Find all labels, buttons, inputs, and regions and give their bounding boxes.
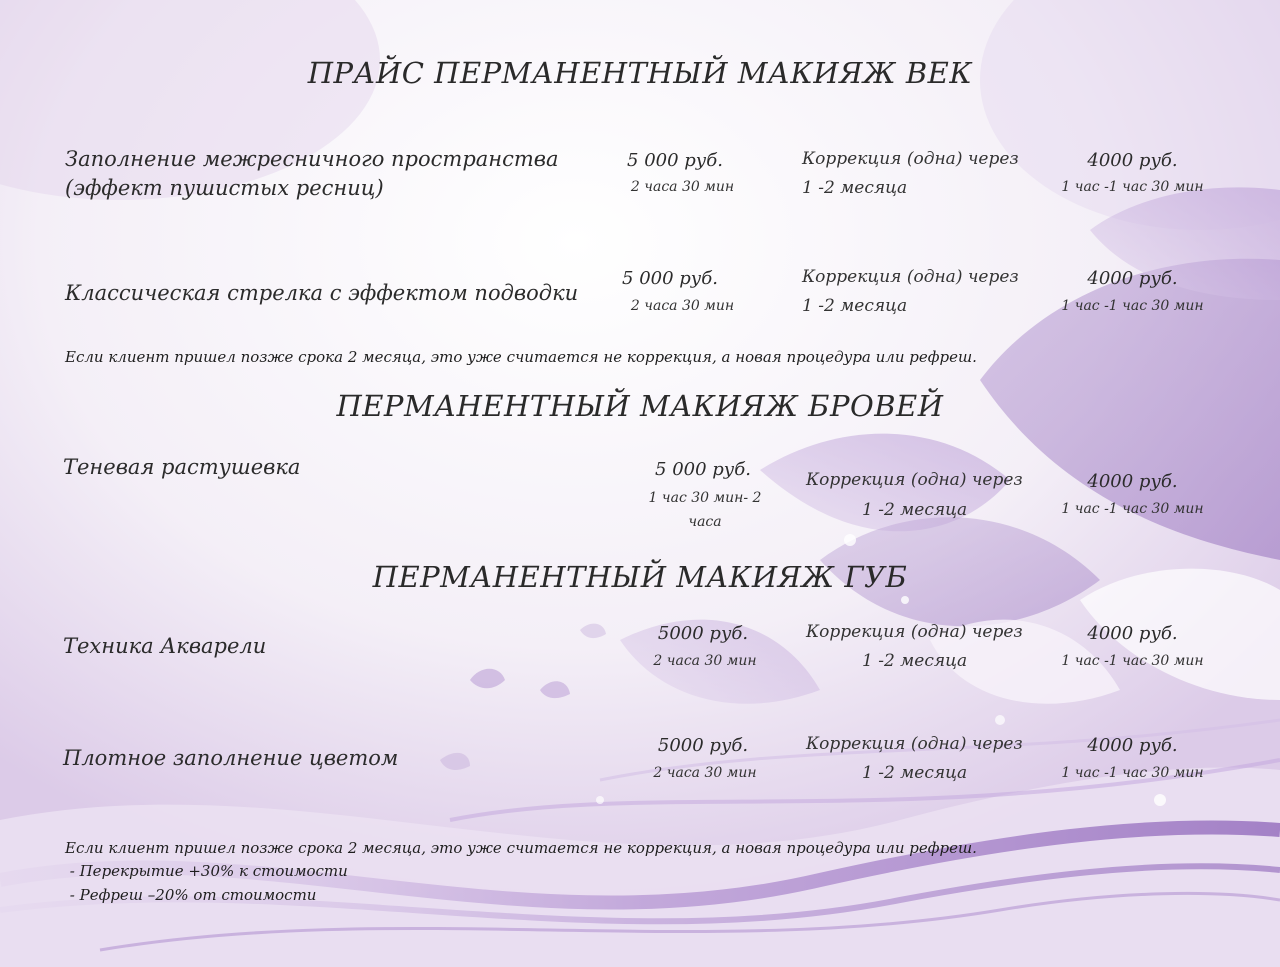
correction-duration: 1 час -1 час 30 мин [1061,765,1204,781]
brows-section-title: ПЕРМАНЕНТНЫЙ МАКИЯЖ БРОВЕЙ [336,389,944,423]
service-name-line2: (эффект пушистых ресниц) [65,176,384,200]
correction-period: 1 -2 месяца [862,763,968,783]
service-price: 5000 руб. [657,623,749,644]
service-duration-line2: часа [688,514,722,530]
correction-label: Коррекция (одна) через [806,470,1023,490]
correction-price: 4000 руб. [1087,471,1178,492]
correction-period: 1 -2 месяца [802,178,908,198]
correction-duration: 1 час -1 час 30 мин [1061,653,1204,669]
service-price: 5 000 руб. [622,268,718,289]
correction-price: 4000 руб. [1087,150,1178,171]
eyelids-section-title: ПРАЙС ПЕРМАНЕНТНЫЙ МАКИЯЖ ВЕК [307,56,973,90]
service-duration: 1 час 30 мин- 2 [648,490,762,506]
correction-label: Коррекция (одна) через [802,149,1019,169]
service-name: Классическая стрелка с эффектом подводки [65,281,579,305]
service-duration: 2 часа 30 мин [653,765,757,781]
correction-price: 4000 руб. [1087,623,1178,644]
service-name: Техника Акварели [63,634,267,658]
service-name: Заполнение межресничного пространства [65,147,559,171]
service-name: Плотное заполнение цветом [63,746,399,770]
correction-duration: 1 час -1 час 30 мин [1061,501,1204,517]
correction-label: Коррекция (одна) через [806,622,1023,642]
service-name: Теневая растушевка [63,455,301,479]
refresh-discount-note: - Рефреш –20% от стоимости [65,886,317,904]
late-client-note: Если клиент пришел позже срока 2 месяца, это уже считается не коррекция, а новая процедура или рефреш. [65,348,977,366]
correction-label: Коррекция (одна) через [802,267,1019,287]
service-duration: 2 часа 30 мин [653,653,757,669]
correction-duration: 1 час -1 час 30 мин [1061,298,1204,314]
lips-section-title: ПЕРМАНЕНТНЫЙ МАКИЯЖ ГУБ [372,560,908,594]
correction-price: 4000 руб. [1087,268,1178,289]
late-client-note-lips: Если клиент пришел позже срока 2 месяца, это уже считается не коррекция, а новая процедура или рефреш. [65,839,977,857]
overlay-surcharge-note: - Перекрытие +30% к стоимости [65,862,348,880]
correction-period: 1 -2 месяца [802,296,908,316]
service-duration: 2 часа 30 мин [630,179,735,195]
correction-period: 1 -2 месяца [862,651,968,671]
correction-period: 1 -2 месяца [862,500,968,520]
service-price: 5 000 руб. [627,150,723,171]
service-price: 5000 руб. [657,735,749,756]
service-price: 5 000 руб. [655,459,751,480]
service-duration: 2 часа 30 мин [630,298,735,314]
correction-label: Коррекция (одна) через [806,734,1023,754]
correction-duration: 1 час -1 час 30 мин [1061,179,1204,195]
correction-price: 4000 руб. [1087,735,1178,756]
